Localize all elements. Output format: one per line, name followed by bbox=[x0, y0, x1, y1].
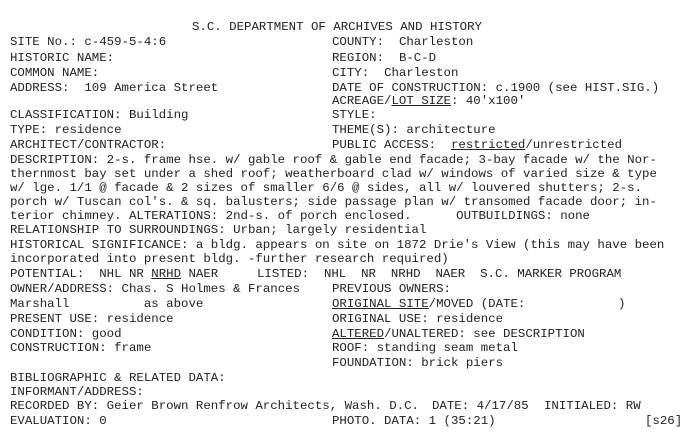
date-recorded: DATE: 4/17/85 bbox=[432, 399, 529, 413]
description-line: thernmost bay set under a shed roof; weatherboard clad w/ windows of varied size & type bbox=[10, 167, 657, 181]
sheet-reference: [s26] bbox=[645, 414, 683, 428]
theme-label: THEME(S): bbox=[332, 123, 399, 137]
public-access bbox=[332, 138, 622, 152]
type bbox=[10, 123, 122, 137]
listed-label: LISTED: bbox=[257, 267, 310, 281]
description-line: w/ lge. 1/1 @ facade & 2 sizes of smaller 6/6 @ sides, all w/ louvered shutters; 2-s. bbox=[10, 181, 643, 195]
theme bbox=[332, 123, 496, 137]
informant-label: INFORMANT/ADDRESS: bbox=[10, 385, 144, 399]
region bbox=[332, 51, 436, 65]
common-name-label: COMMON NAME: bbox=[10, 66, 100, 80]
region-value: B-C-D bbox=[398, 51, 437, 65]
moved-date-close: ) bbox=[618, 297, 626, 311]
style-label: STYLE: bbox=[332, 108, 377, 122]
city-value: Charleston bbox=[384, 66, 459, 80]
potential-nrhd: NRHD bbox=[151, 267, 182, 281]
foundation: FOUNDATION: brick piers bbox=[332, 356, 504, 370]
owner-address bbox=[10, 282, 300, 296]
unrestricted-option: /unrestricted bbox=[525, 138, 623, 152]
date-label: DATE OF CONSTRUCTION: bbox=[332, 81, 489, 95]
city bbox=[332, 66, 458, 80]
bibliographic-label: BIBLIOGRAPHIC & RELATED DATA: bbox=[10, 371, 226, 385]
historical-significance-line: incorporated into present bldg. -further research required) bbox=[10, 252, 449, 266]
potential-label: POTENTIAL: bbox=[10, 267, 85, 281]
description-line: terior chimney. ALTERATIONS: 2nd-s. of porch enclosed. OUTBUILDINGS: none bbox=[10, 209, 590, 223]
potential-post: NAER bbox=[181, 267, 219, 281]
owner-label: OWNER/ADDRESS: bbox=[10, 282, 115, 296]
description-line: porch w/ Tuscan col's. & sq. balusters; side passage plan w/ transomed facade door; in- bbox=[10, 195, 657, 209]
recorded-by: RECORDED BY: Geier Brown Renfrow Architects, Wash. D.C. bbox=[10, 399, 419, 413]
type-label: TYPE: bbox=[10, 123, 48, 137]
altered-unaltered bbox=[332, 327, 585, 341]
present-use: PRESENT USE: residence bbox=[10, 312, 174, 326]
classification-value: Building bbox=[128, 108, 189, 122]
date-value: c.1900 (see HIST.SIG.) bbox=[495, 81, 660, 95]
lot-size-label: LOT SIZE bbox=[391, 94, 451, 108]
original-site bbox=[332, 297, 525, 311]
owner-value: Chas. S Holmes & Frances bbox=[121, 282, 301, 296]
description-line: DESCRIPTION: 2-s. frame hse. w/ gable roof & gable end facade; 3-bay facade w/ the Nor- bbox=[10, 153, 657, 167]
date-of-construction bbox=[332, 81, 659, 95]
type-value: residence bbox=[54, 123, 122, 137]
classification-label: CLASSIFICATION: bbox=[10, 108, 122, 122]
relationship-to-surroundings: RELATIONSHIP TO SURROUNDINGS: Urban; largely residential bbox=[10, 223, 427, 237]
historic-name-label: HISTORIC NAME: bbox=[10, 51, 115, 65]
moved-label: /MOVED (DATE: bbox=[428, 297, 526, 311]
condition: CONDITION: good bbox=[10, 327, 122, 341]
address-value: 109 America Street bbox=[84, 81, 219, 95]
address bbox=[10, 81, 218, 95]
public-access-label: PUBLIC ACCESS: bbox=[332, 138, 437, 152]
lot-size-value: : 40'x100' bbox=[451, 94, 526, 108]
original-use: ORIGINAL USE: residence bbox=[332, 312, 504, 326]
classification bbox=[10, 108, 188, 122]
potential bbox=[10, 267, 218, 281]
form-title: S.C. DEPARTMENT OF ARCHIVES AND HISTORY bbox=[192, 20, 482, 34]
site-number-value: c-459-5-4:6 bbox=[84, 35, 167, 49]
initialed: INITIALED: RW bbox=[544, 399, 641, 413]
construction: CONSTRUCTION: frame bbox=[10, 341, 152, 355]
acreage-lot-size bbox=[332, 94, 525, 108]
roof: ROOF: standing seam metal bbox=[332, 341, 518, 355]
previous-owners-label: PREVIOUS OWNERS: bbox=[332, 282, 451, 296]
site-number bbox=[10, 35, 166, 49]
county-value: Charleston bbox=[398, 35, 474, 49]
altered-label: ALTERED bbox=[332, 327, 385, 341]
listed bbox=[257, 267, 621, 281]
listed-options: NHL NR NRHD NAER S.C. MARKER PROGRAM bbox=[323, 267, 622, 281]
acreage-label: ACREAGE/ bbox=[332, 94, 392, 108]
owner-line-2: Marshall as above bbox=[10, 297, 204, 311]
photo-data: PHOTO. DATA: 1 (35:21) bbox=[332, 414, 496, 428]
region-label: REGION: bbox=[332, 51, 385, 65]
unaltered-value: /UNALTERED: see DESCRIPTION bbox=[384, 327, 585, 341]
historical-significance-line: HISTORICAL SIGNIFICANCE: a bldg. appears on site on 1872 Drie's View (this may have been bbox=[10, 238, 665, 252]
restricted-option: restricted bbox=[450, 138, 526, 152]
county-label: COUNTY: bbox=[332, 35, 385, 49]
theme-value: architecture bbox=[406, 123, 496, 137]
site-number-label: SITE No.: bbox=[10, 35, 77, 49]
original-site-label: ORIGINAL SITE bbox=[332, 297, 429, 311]
architect-label: ARCHITECT/CONTRACTOR: bbox=[10, 138, 167, 152]
evaluation: EVALUATION: 0 bbox=[10, 414, 107, 428]
potential-pre: NHL NR bbox=[99, 267, 152, 281]
city-label: CITY: bbox=[332, 66, 370, 80]
address-label: ADDRESS: bbox=[10, 81, 70, 95]
county bbox=[332, 35, 473, 49]
